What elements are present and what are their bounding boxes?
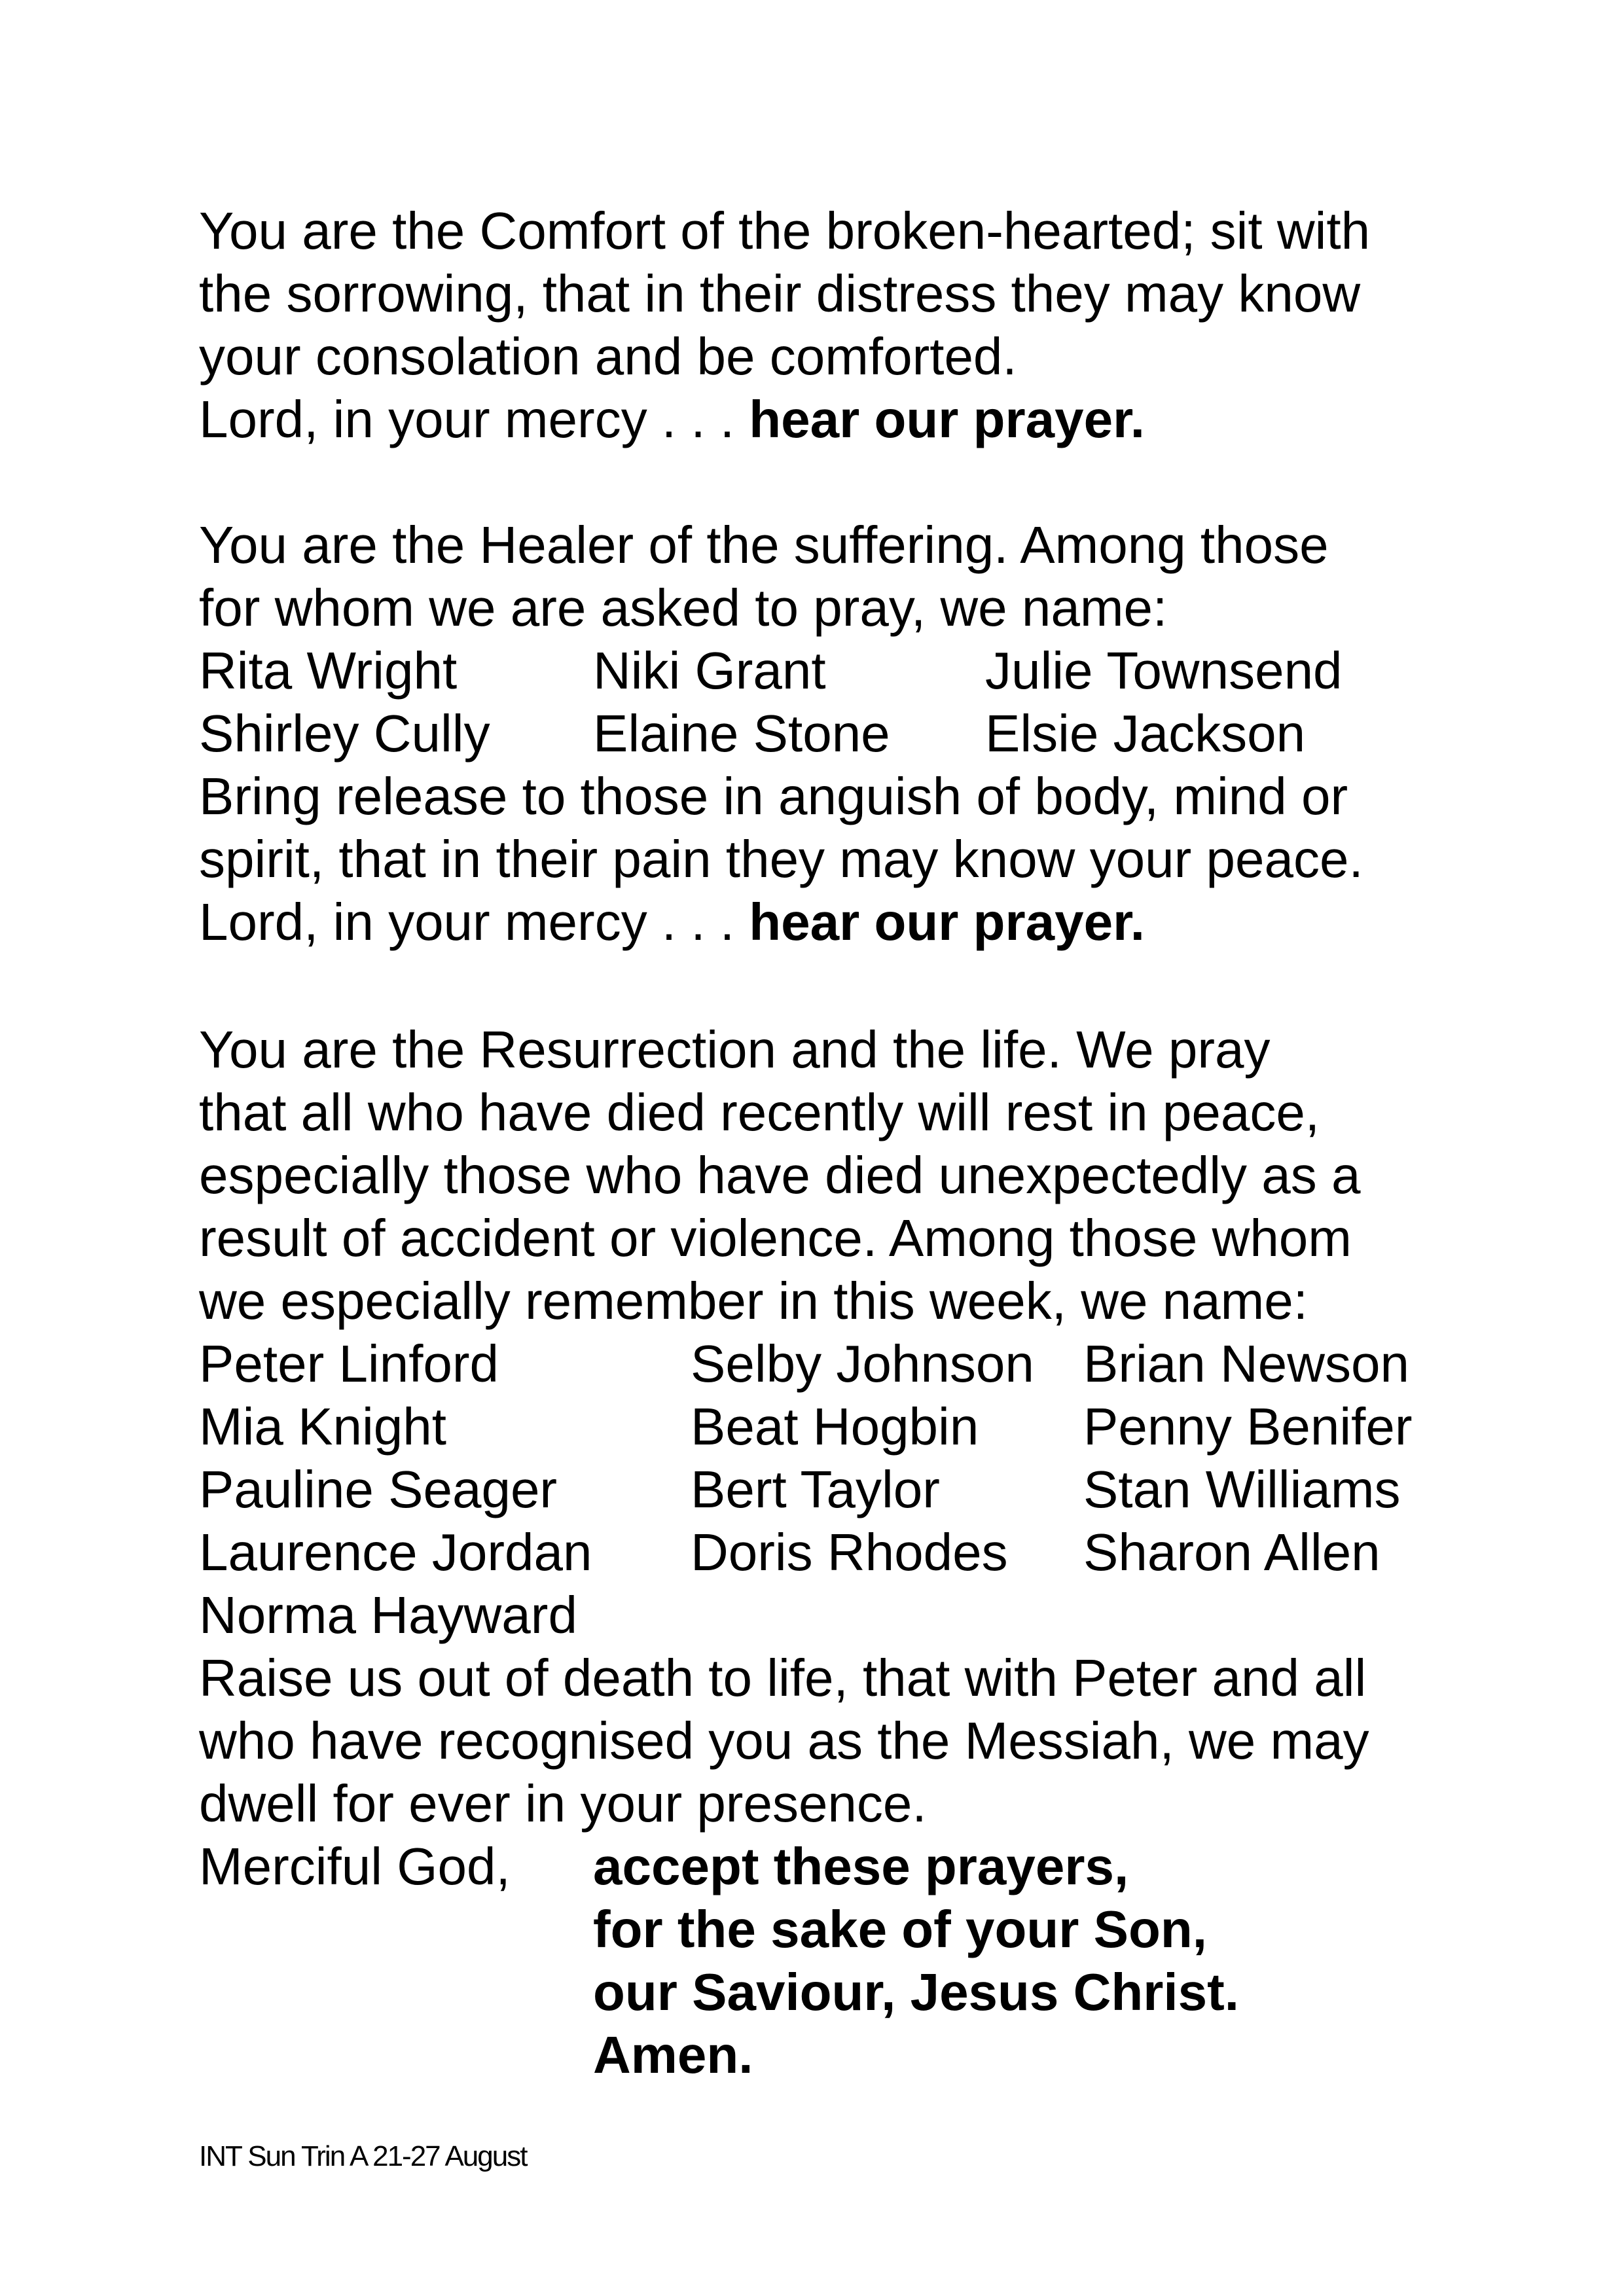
names-row	[199, 1395, 1443, 1458]
closing-row	[199, 1835, 1443, 1898]
name-cell: Elaine Stone	[593, 704, 890, 762]
closing-row	[199, 1898, 1443, 1961]
healing-intercession	[199, 514, 1443, 954]
name-cell: Pauline Seager	[199, 1460, 558, 1518]
text-line: result of accident or violence. Among those whom	[199, 1209, 1352, 1267]
closing-response-line: Amen.	[593, 2026, 753, 2084]
comfort-intercession	[199, 200, 1443, 451]
name-cell: Doris Rhodes	[691, 1523, 1008, 1581]
text-line: for whom we are asked to pray, we name:	[199, 579, 1168, 637]
response-line	[199, 891, 1443, 954]
names-row	[199, 1521, 1443, 1584]
name-cell: Stan Williams	[1083, 1460, 1401, 1518]
response-bold: hear our prayer.	[749, 390, 1146, 448]
names-row	[199, 1584, 1443, 1647]
resurrection-intercession	[199, 1018, 1443, 2087]
closing-response-line: for the sake of your Son,	[593, 1900, 1207, 1958]
name-cell: Peter Linford	[199, 1335, 499, 1393]
page-footer: INT Sun Trin A 21-27 August	[199, 2140, 527, 2172]
name-cell: Beat Hogbin	[691, 1397, 979, 1456]
name-cell: Niki Grant	[593, 641, 826, 700]
names-row	[199, 1333, 1443, 1395]
closing-row	[199, 2024, 1443, 2087]
name-cell: Brian Newson	[1083, 1335, 1410, 1393]
response-lead: Lord, in your mercy . . .	[199, 390, 749, 448]
text-line: we especially remember in this week, we name:	[199, 1272, 1308, 1330]
text-line: especially those who have died unexpectedly as a	[199, 1146, 1361, 1204]
names-row	[199, 702, 1443, 765]
text-line: that all who have died recently will rest in peace,	[199, 1083, 1320, 1141]
text-line: Raise us out of death to life, that with Peter and all	[199, 1649, 1367, 1707]
name-cell: Bert Taylor	[691, 1460, 940, 1518]
text-line: Bring release to those in anguish of body, mind or	[199, 767, 1348, 825]
names-row	[199, 639, 1443, 702]
name-cell: Julie Townsend	[985, 641, 1343, 700]
name-cell: Penny Benifer	[1083, 1397, 1413, 1456]
text-line: dwell for ever in your presence.	[199, 1774, 927, 1833]
name-cell: Selby Johnson	[691, 1335, 1034, 1393]
name-cell: Norma Hayward	[199, 1586, 577, 1644]
closing-row	[199, 1961, 1443, 2024]
name-cell: Elsie Jackson	[985, 704, 1306, 762]
text-line: the sorrowing, that in their distress they may know	[199, 264, 1361, 323]
response-bold: hear our prayer.	[749, 893, 1146, 951]
closing-response-line: our Saviour, Jesus Christ.	[593, 1963, 1239, 2021]
response-line	[199, 388, 1443, 451]
text-line: your consolation and be comforted.	[199, 327, 1017, 386]
closing-lead: Merciful God,	[199, 1837, 511, 1895]
name-cell: Sharon Allen	[1083, 1523, 1380, 1581]
text-line: You are the Resurrection and the life. We pray	[199, 1020, 1271, 1079]
name-cell: Mia Knight	[199, 1397, 446, 1456]
text-line: spirit, that in their pain they may know your peace.	[199, 830, 1363, 888]
names-row	[199, 1458, 1443, 1521]
name-cell: Laurence Jordan	[199, 1523, 592, 1581]
text-line: who have recognised you as the Messiah, we may	[199, 1712, 1369, 1770]
name-cell: Shirley Cully	[199, 704, 490, 762]
name-cell: Rita Wright	[199, 641, 458, 700]
text-line: You are the Healer of the suffering. Among those	[199, 516, 1329, 574]
response-lead: Lord, in your mercy . . .	[199, 893, 749, 951]
text-line: You are the Comfort of the broken-hearted; sit with	[199, 202, 1371, 260]
closing-response-line: accept these prayers,	[593, 1837, 1129, 1895]
